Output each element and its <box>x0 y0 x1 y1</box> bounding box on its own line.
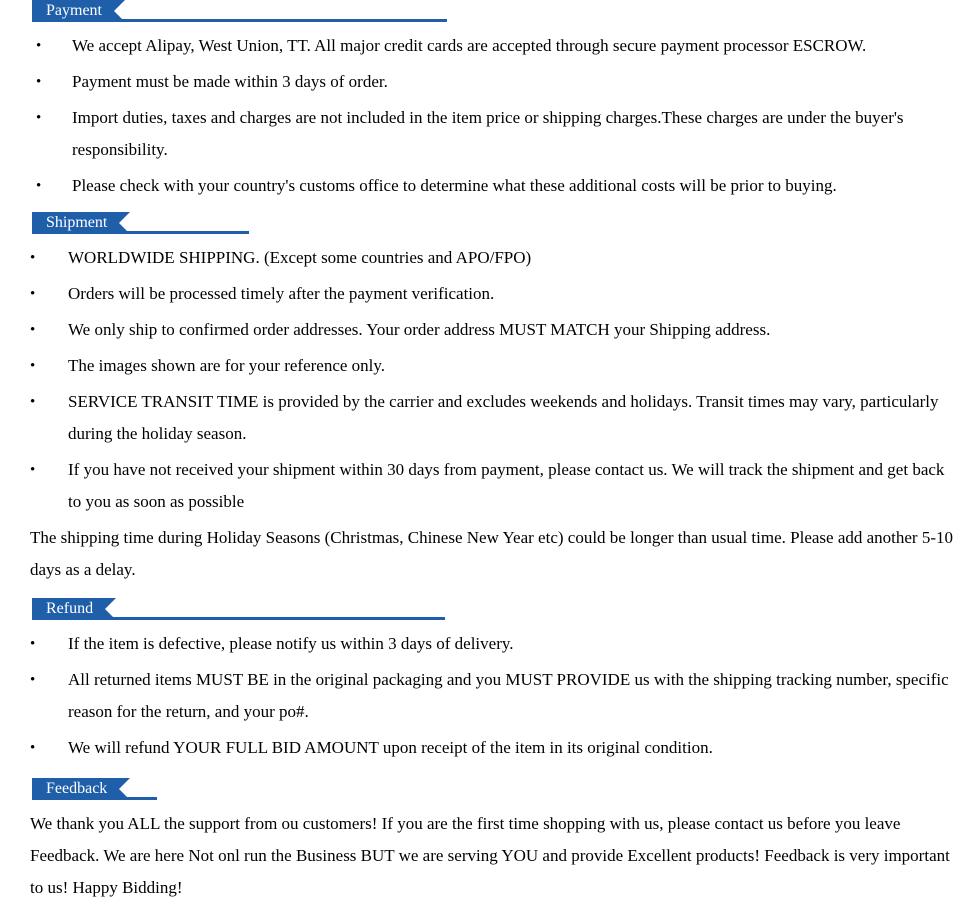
section-shipment <box>0 212 960 586</box>
list-item <box>0 242 960 274</box>
bullet-icon: • <box>30 740 36 756</box>
list-item <box>0 628 960 660</box>
list-item-text: Import duties, taxes and charges are not included in the item price or shipping charges.These charges are under the buyer's responsibility. <box>72 108 904 159</box>
bullet-icon: • <box>36 110 42 126</box>
section-title-refund: Refund <box>32 598 105 620</box>
section-header-refund <box>0 598 960 624</box>
bullet-icon: • <box>30 462 36 478</box>
section-feedback <box>0 778 960 904</box>
list-item <box>0 350 960 382</box>
list-item-text: Please check with your country's customs office to determine what these additional costs will be prior to buying. <box>72 176 837 195</box>
section-header-payment <box>0 0 960 26</box>
section-payment <box>0 0 960 202</box>
section-header-shipment <box>0 212 960 238</box>
bullet-icon: • <box>30 358 36 374</box>
list-item <box>0 170 960 202</box>
refund-list <box>0 628 960 764</box>
bullet-icon: • <box>36 38 42 54</box>
payment-list <box>0 30 960 202</box>
list-item-text: Orders will be processed timely after the payment verification. <box>68 284 495 303</box>
list-item-text: WORLDWIDE SHIPPING. (Except some countries and APO/FPO) <box>68 248 532 267</box>
list-item <box>0 454 960 518</box>
list-item <box>0 278 960 310</box>
list-item <box>0 30 960 62</box>
bullet-icon: • <box>36 178 42 194</box>
list-item-text: We accept Alipay, West Union, TT. All major credit cards are accepted through secure payment processor ESCROW. <box>72 36 867 55</box>
shipment-note: The shipping time during Holiday Seasons (Christmas, Chinese New Year etc) could be longer than usual time. Please add another 5-10 days as a delay. <box>30 528 954 579</box>
section-title-feedback: Feedback <box>32 778 119 800</box>
list-item <box>0 314 960 346</box>
list-item-text: SERVICE TRANSIT TIME is provided by the carrier and excludes weekends and holidays. Transit times may vary, particularly during the holiday season. <box>68 392 939 443</box>
list-item-text: We will refund YOUR FULL BID AMOUNT upon receipt of the item in its original condition. <box>68 738 713 757</box>
list-item <box>0 66 960 98</box>
section-title-shipment: Shipment <box>32 212 119 234</box>
bullet-icon: • <box>30 286 36 302</box>
section-refund <box>0 598 960 764</box>
list-item-text: If you have not received your shipment within 30 days from payment, please contact us. We will track the shipment and get back to you as soon as possible <box>68 460 945 511</box>
section-header-feedback <box>0 778 960 804</box>
section-title-payment: Payment <box>32 0 114 22</box>
list-item <box>0 102 960 166</box>
list-item <box>0 732 960 764</box>
bullet-icon: • <box>30 322 36 338</box>
list-item-text: Payment must be made within 3 days of order. <box>72 72 388 91</box>
bullet-icon: • <box>30 250 36 266</box>
list-item-text: If the item is defective, please notify us within 3 days of delivery. <box>68 634 514 653</box>
bullet-icon: • <box>36 74 42 90</box>
bullet-icon: • <box>30 394 36 410</box>
list-item-text: All returned items MUST BE in the original packaging and you MUST PROVIDE us with the shipping tracking number, specific reason for the return, and your po#. <box>68 670 949 721</box>
list-item <box>0 664 960 728</box>
feedback-text: We thank you ALL the support from ou customers! If you are the first time shopping with us, please contact us before you leave Feedback. We are here Not onl run the Business BUT we are serving YOU and provide Excellent products! Feedback is very important to us! Happy Bidding! <box>30 814 950 897</box>
bullet-icon: • <box>30 636 36 652</box>
shipment-list <box>0 242 960 518</box>
list-item-text: The images shown are for your reference only. <box>68 356 386 375</box>
bullet-icon: • <box>30 672 36 688</box>
list-item <box>0 386 960 450</box>
list-item-text: We only ship to confirmed order addresses. Your order address MUST MATCH your Shipping address. <box>68 320 771 339</box>
